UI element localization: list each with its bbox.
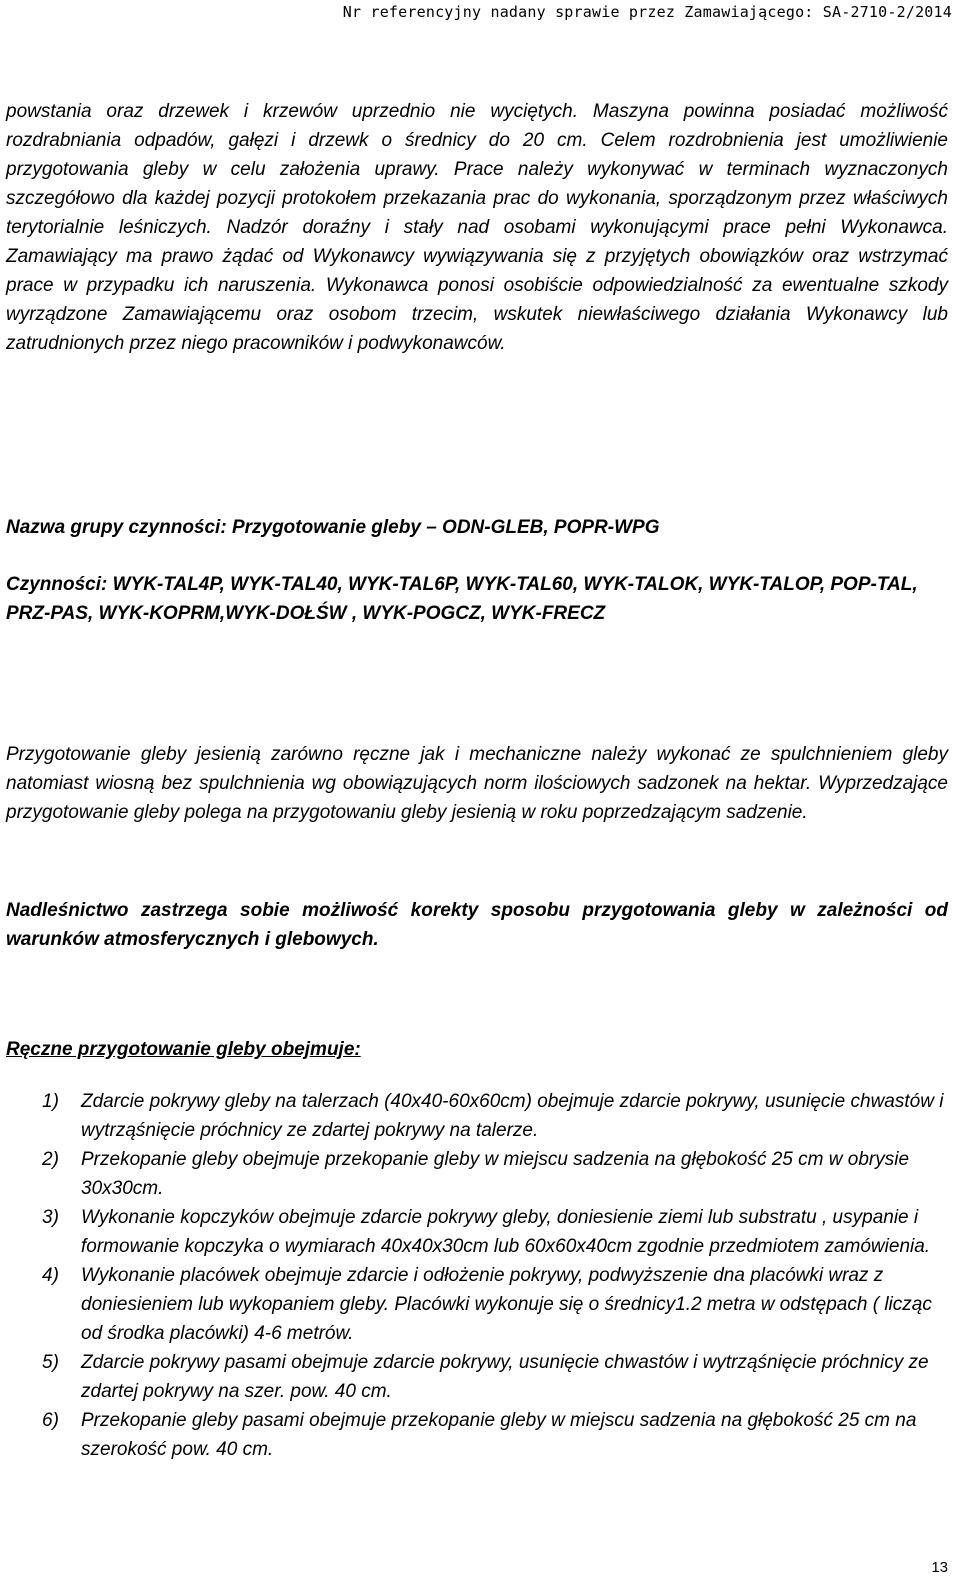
list-item-number: 1) [42,1091,59,1112]
list-item [6,1348,948,1406]
list-item-number: 2) [42,1149,59,1170]
list-item-text: Przekopanie gleby obejmuje przekopanie gleby w miejscu sadzenia na głębokość 25 cm w obrysie 30x30cm. [81,1149,910,1199]
manual-preparation-list [6,1087,948,1464]
reference-header: Nr referencyjny nadany sprawie przez Zamawiającego: SA-2710-2/2014 [342,3,952,21]
preparation-paragraph: Przygotowanie gleby jesienią zarówno ręczne jak i mechaniczne należy wykonać ze spulchnieniem gleby natomiast wiosną bez spulchnienia wg obowiązujących norm ilościowych sadzonek na hektar. Wyprzedzające przygotowanie gleby polega na przygotowaniu gleby jesienią w roku poprzedzającym sadzenie. [6,744,948,823]
activities-list: Czynności: WYK-TAL4P, WYK-TAL40, WYK-TAL6P, WYK-TAL60, WYK-TALOK, WYK-TALOP, POP-TAL, PRZ-PAS, WYK-KOPRM,WYK-DOŁŚW , WYK-POGCZ, WYK-FRECZ [6,574,918,624]
list-item [6,1406,948,1464]
reservation-note: Nadleśnictwo zastrzega sobie możliwość korekty sposobu przygotowania gleby w zależności od warunków atmosferycznych i glebowych. [6,900,948,950]
list-item-text: Przekopanie gleby pasami obejmuje przekopanie gleby w miejscu sadzenia na głębokość 25 cm na szerokość pow. 40 cm. [81,1410,917,1460]
list-item-text: Wykonanie placówek obejmuje zdarcie i odłożenie pokrywy, podwyższenie dna placówki wraz z doniesieniem lub wykopaniem gleby. Placówki wykonuje się o średnicy1.2 metra w odstępach ( licząc od środka placówki) 4-6 metrów. [81,1265,932,1344]
list-item-number: 3) [42,1207,59,1228]
page-number: 13 [931,1559,948,1576]
list-item-number: 5) [42,1352,59,1373]
group-name-heading: Nazwa grupy czynności: Przygotowanie gleby – ODN-GLEB, POPR-WPG [6,517,660,538]
list-item-number: 4) [42,1265,59,1286]
list-item-text: Zdarcie pokrywy pasami obejmuje zdarcie pokrywy, usunięcie chwastów i wytrząśnięcie próchnicy ze zdartej pokrywy na szer. pow. 40 cm. [81,1352,929,1402]
manual-preparation-title: Ręczne przygotowanie gleby obejmuje: [6,1039,361,1060]
list-item-text: Zdarcie pokrywy gleby na talerzach (40x40-60x60cm) obejmuje zdarcie pokrywy, usunięcie chwastów i wytrząśnięcie próchnicy ze zdartej pokrywy na talerze. [81,1091,944,1141]
list-item-text: Wykonanie kopczyków obejmuje zdarcie pokrywy gleby, doniesienie ziemi lub substratu , usypanie i formowanie kopczyka o wymiarach 40x40x30cm lub 60x60x40cm zgodnie przedmiotem zamówienia. [81,1207,931,1257]
list-item [6,1145,948,1203]
list-item [6,1261,948,1348]
list-item [6,1087,948,1145]
list-item-number: 6) [42,1410,59,1431]
intro-paragraph: powstania oraz drzewek i krzewów uprzednio nie wyciętych. Maszyna powinna posiadać możliwość rozdrabniania odpadów, gałęzi i drzewk o średnicy do 20 cm. Celem rozdrobnienia jest umożliwienie przygotowania gleby w celu założenia uprawy. Prace należy wykonywać w terminach wyznaczonych szczegółowo dla każdej pozycji protokołem przekazania prac do wykonania, sporządzonym przez właściwych terytorialnie leśniczych. Nadzór doraźny i stały nad osobami wykonującymi prace pełni Wykonawca. Zamawiający ma prawo żądać od Wykonawcy wywiązywania się z przyjętych obowiązków oraz wstrzymać prace w przypadku ich naruszenia. Wykonawca ponosi osobiście odpowiedzialność za ewentualne szkody wyrządzone Zamawiającemu oraz osobom trzecim, wskutek niewłaściwego działania Wykonawcy lub zatrudnionych przez niego pracowników i podwykonawców. [6,101,948,354]
list-item [6,1203,948,1261]
